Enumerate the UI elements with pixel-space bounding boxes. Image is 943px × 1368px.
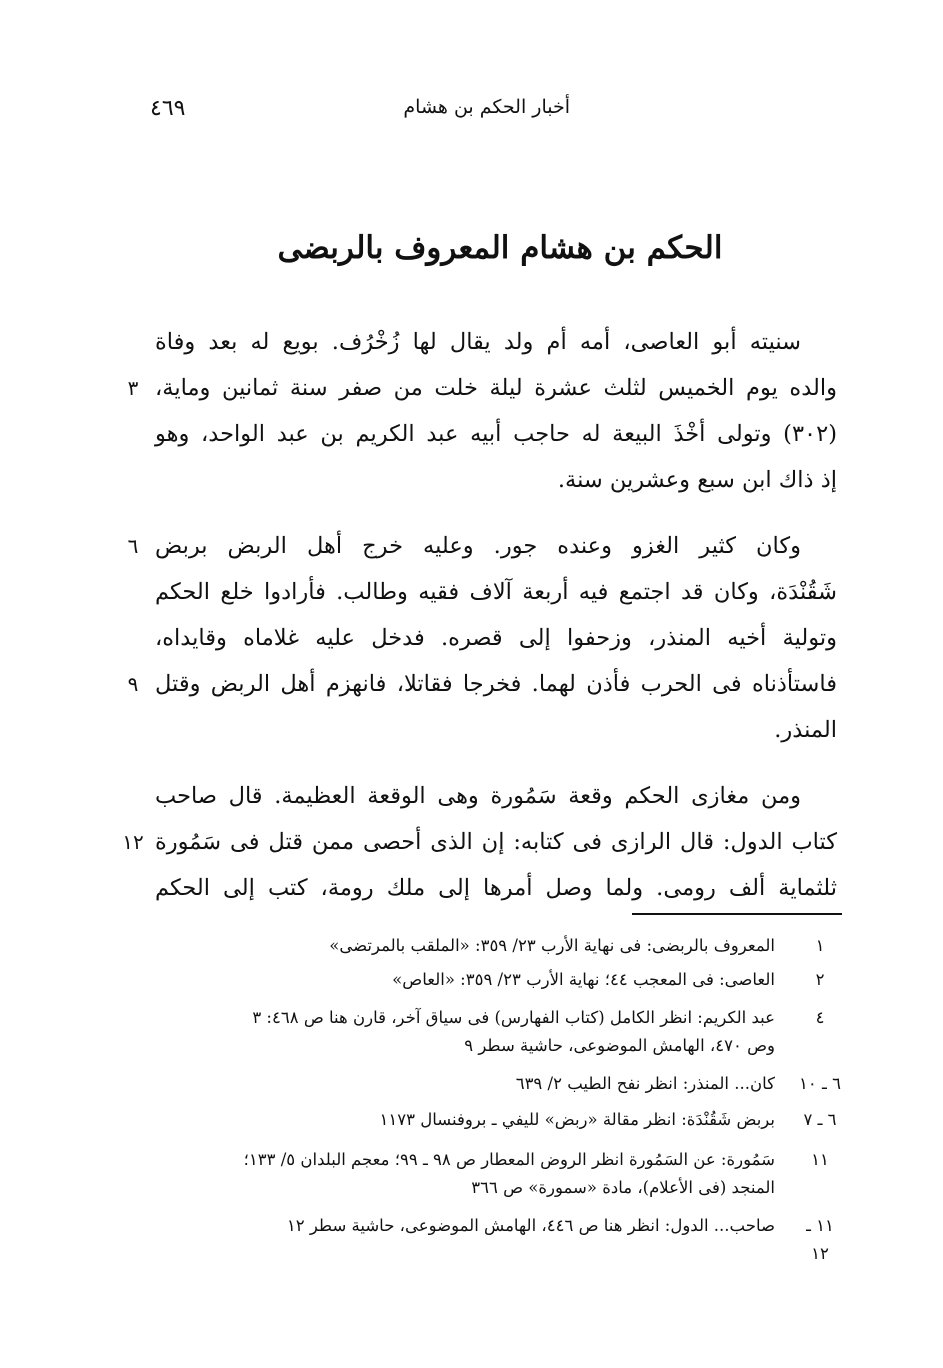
footnote-ref: ١١ ـ ١٢: [806, 1216, 834, 1263]
footnote-text: المعروف بالربضى: فى نهاية الأرب ٢٣/ ٣٥٩: «الملقب بالمرتضى»: [329, 936, 775, 955]
footnote-ref: ٦ ـ ١٠: [799, 1074, 841, 1093]
footnote-text: عبد الكريم: انظر الكامل (كتاب الفهارس) فى سياق آخر، قارن هنا ص ٤٦٨: ٣: [252, 1008, 775, 1027]
footnote-ref: ١: [815, 936, 825, 955]
text-line: وتولية أخيه المنذر، وزحفوا إلى قصره. فدخل عليه غلاماه وقايداه،: [155, 625, 837, 651]
footnote-ref: ٢: [815, 970, 825, 989]
running-head: [150, 96, 570, 126]
text-line: (٣٠٢) وتولى أخْذَ البيعة له حاجب أبيه عبد الكريم بن عبد الواحد، وهو: [155, 421, 837, 447]
text-line: كتاب الدول: قال الرازى فى كتابه: إن الذى أحصى ممن قتل فى سَمُورة: [155, 829, 837, 855]
text-line: والده يوم الخميس لثلث عشرة ليلة خلت من صفر سنة ثمانين وماية،: [155, 375, 837, 401]
line-number: ٦: [127, 534, 139, 558]
footnote-text: صاحب... الدول: انظر هنا ص ٤٤٦، الهامش الموضوعى، حاشية سطر ١٢: [286, 1216, 775, 1235]
footnote-text: المنجد (فى الأعلام)، مادة «سمورة» ص ٣٦٦: [471, 1178, 775, 1197]
footnote-text: سَمُورة: عن السَمُورة انظر الروض المعطار ص ٩٨ ـ ٩٩؛ معجم البلدان ٥/ ١٣٣؛: [243, 1150, 775, 1169]
text-line: سنيته أبو العاصى، أمه أم ولد يقال لها زُخْرُف. بويع له بعد وفاة: [155, 329, 801, 355]
text-line: إذ ذاك ابن سبع وعشرين سنة.: [557, 467, 837, 493]
footnote-ref: ٤: [815, 1008, 825, 1027]
footnote-text: بربض شَقُنْدَة: انظر مقالة «ربض» لليفي ـ بروفنسال ١١٧٣: [379, 1110, 775, 1129]
line-number: ١٢: [122, 830, 144, 854]
footnote-text: وص ٤٧٠، الهامش الموضوعى، حاشية سطر ٩: [464, 1036, 775, 1055]
text-line: ثلثماية ألف رومى. ولما وصل أمرها إلى ملك رومة، كتب إلى الحكم: [155, 875, 837, 901]
text-line: ومن مغازى الحكم وقعة سَمُورة وهى الوقعة العظيمة. قال صاحب: [155, 783, 801, 809]
footnote-text: كان... المنذر: انظر نفح الطيب ٢/ ٦٣٩: [515, 1074, 775, 1093]
footnote-text: العاصى: فى المعجب ٤٤؛ نهاية الأرب ٢٣/ ٣٥٩: «العاص»: [392, 970, 775, 989]
footnote-ref: ١١: [811, 1150, 829, 1169]
footnote-ref: ٦ ـ ٧: [803, 1110, 837, 1129]
line-number: ٩: [127, 672, 139, 696]
chapter-title: الحكم بن هشام المعروف بالربضى: [277, 230, 723, 266]
running-title: أخبار الحكم بن هشام: [403, 96, 570, 118]
footnote-rule: [632, 913, 842, 915]
text-line: وكان كثير الغزو وعنده جور. وعليه خرج أهل الربض بربض: [155, 533, 801, 559]
text-line: فاستأذناه فى الحرب فأذن لهما. فخرجا فقاتلا، فانهزم أهل الربض وقتل: [155, 671, 837, 697]
page-number: ٤٦٩: [150, 96, 186, 121]
text-line: المنذر.: [774, 717, 837, 743]
line-number: ٣: [127, 376, 139, 400]
text-line: شَقُنْدَة، وكان قد اجتمع فيه أربعة آلاف فقيه وطالب. فأرادوا خلع الحكم: [155, 579, 837, 605]
